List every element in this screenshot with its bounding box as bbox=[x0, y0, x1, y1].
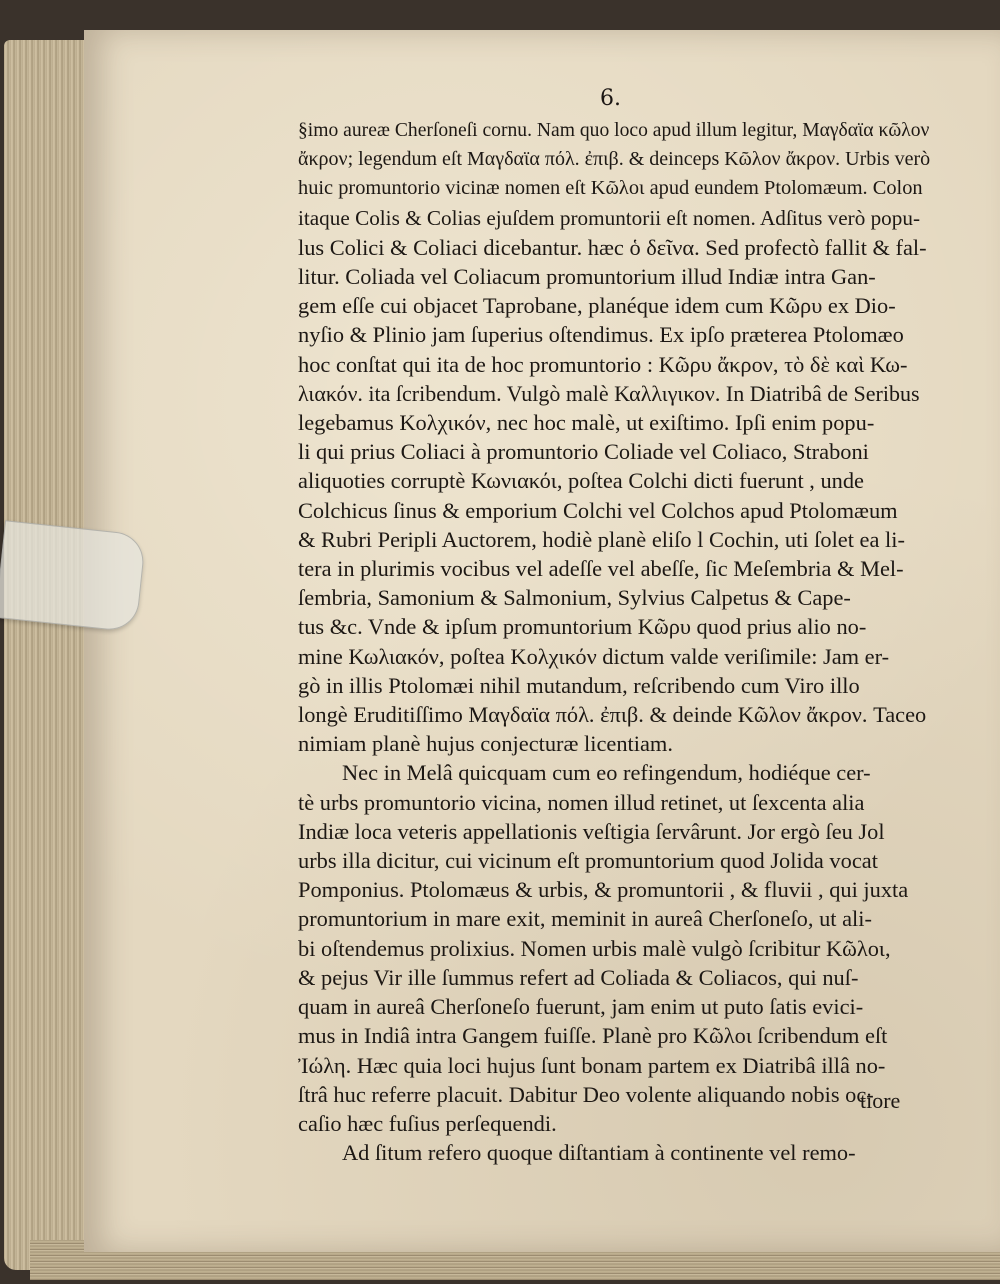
bookmark-tab bbox=[0, 520, 146, 632]
text-line: li qui prius Coliaci à promuntorio Coliade vel Coliaco, Straboni bbox=[298, 439, 869, 465]
text-line: bi oſtendemus prolixius. Nomen urbis malè vulgò ſcribitur Κῶλοι, bbox=[298, 935, 891, 961]
catchword: tiore bbox=[860, 1088, 901, 1113]
text-line: ſtrâ huc referre placuit. Dabitur Deo volente aliquando nobis oc- bbox=[298, 1081, 874, 1107]
text-line: Pomponius. Ptolomæus & urbis, & promuntorii , & fluvii , qui juxta bbox=[298, 877, 909, 903]
text-line: itaque Colis & Colias ejuſdem promuntorii eſt nomen. Adſitus verò popu- bbox=[298, 205, 921, 230]
text-line: & pejus Vir ille ſummus refert ad Coliada & Coliacos, qui nuſ- bbox=[298, 964, 859, 990]
text-line: promuntorium in mare exit, meminit in aureâ Cherſoneſo, ut ali- bbox=[298, 906, 872, 932]
text-line: hoc conſtat qui ita de hoc promuntorio : Κῶρυ ἄκρον, τὸ δὲ καὶ Κω- bbox=[298, 351, 908, 377]
text-line: caſio hæc fuſius perſequendi. bbox=[298, 1110, 557, 1136]
text-line: tus &c. Vnde & ipſum promuntorium Κῶρυ quod prius alio no- bbox=[298, 614, 867, 640]
text-line: mus in Indiâ intra Gangem fuiſſe. Planè pro Κῶλοι ſcribendum eſt bbox=[298, 1023, 888, 1049]
text-line: nimiam planè hujus conjecturæ licentiam. bbox=[298, 731, 673, 757]
text-line: aliquoties corruptè Κωνιακόι, poſtea Colchi dicti fuerunt , unde bbox=[298, 468, 864, 494]
text-line: ἄκρον; legendum eſt Μαγδαϊα πόλ. ἐπιβ. & deinceps Κῶλον ἄκρον. Urbis verò bbox=[298, 148, 930, 171]
text-line: Ἰώλη. Hæc quia loci hujus ſunt bonam partem ex Diatribâ illâ no- bbox=[298, 1052, 886, 1078]
page-body-text bbox=[298, 116, 930, 1167]
text-line: & Rubri Peripli Auctorem, hodiè planè eliſo l Cochin, uti ſolet ea li- bbox=[298, 526, 905, 552]
text-line: Ad ſitum refero quoque diſtantiam à continente vel remo- bbox=[342, 1140, 856, 1166]
text-line: litur. Coliada vel Coliacum promuntorium illud Indiæ intra Gan- bbox=[298, 264, 876, 290]
text-line: tera in plurimis vocibus vel adeſſe vel abeſſe, ſic Meſembria & Mel- bbox=[298, 556, 904, 582]
text-line: tè urbs promuntorio vicina, nomen illud retinet, ut ſexcenta alia bbox=[298, 789, 865, 815]
text-line: mine Κωλιακόν, poſtea Κολχικόν dictum valde veriſimile: Jam er- bbox=[298, 643, 890, 669]
text-line: lus Colici & Coliaci dicebantur. hæc ὁ δεῖνα. Sed profectò fallit & fal- bbox=[298, 234, 927, 260]
text-line: λιακόν. ita ſcribendum. Vulgò malè Καλλιγικον. In Diatribâ de Seribus bbox=[298, 380, 920, 406]
page-number: 6. bbox=[600, 86, 621, 111]
text-line: gò in illis Ptolomæi nihil mutandum, reſcribendo cum Viro illo bbox=[298, 672, 860, 698]
text-line: gem eſſe cui objacet Taprobane, planéque idem cum Κῶρυ ex Dio- bbox=[298, 293, 896, 319]
text-line: longè Eruditiſſimo Μαγδαϊα πόλ. ἐπιβ. & deinde Κῶλον ἄκρον. Taceo bbox=[298, 702, 927, 728]
text-line: legebamus Κολχικόν, nec hoc malè, ut exiſtimo. Ipſi enim popu- bbox=[298, 410, 875, 436]
text-line: nyſio & Plinio jam ſuperius oſtendimus. Ex ipſo præterea Ptolomæo bbox=[298, 322, 904, 348]
text-line: Nec in Melâ quicquam cum eo refingendum, hodiéque cer- bbox=[342, 760, 871, 786]
text-line: urbs illa dicitur, cui vicinum eſt promuntorium quod Jolida vocat bbox=[298, 848, 878, 874]
text-line: ſembria, Samonium & Salmonium, Sylvius Calpetus & Cape- bbox=[298, 585, 851, 611]
text-line: Colchicus ſinus & emporium Colchi vel Colchos apud Ptolomæum bbox=[298, 497, 898, 523]
text-line: §imo aureæ Cherſoneſi cornu. Nam quo loco apud illum legitur, Μαγδαϊα κῶλον bbox=[298, 120, 930, 141]
text-line: quam in aureâ Cherſoneſo fuerunt, jam enim ut puto ſatis evici- bbox=[298, 994, 864, 1020]
text-line: Indiæ loca veteris appellationis veſtigia ſervârunt. Jor ergò ſeu Jol bbox=[298, 818, 885, 844]
page-stack-left-edge bbox=[4, 40, 84, 1270]
text-line: huic promuntorio vicinæ nomen eſt Κῶλοι apud eundem Ptolomæum. Colon bbox=[298, 177, 923, 200]
